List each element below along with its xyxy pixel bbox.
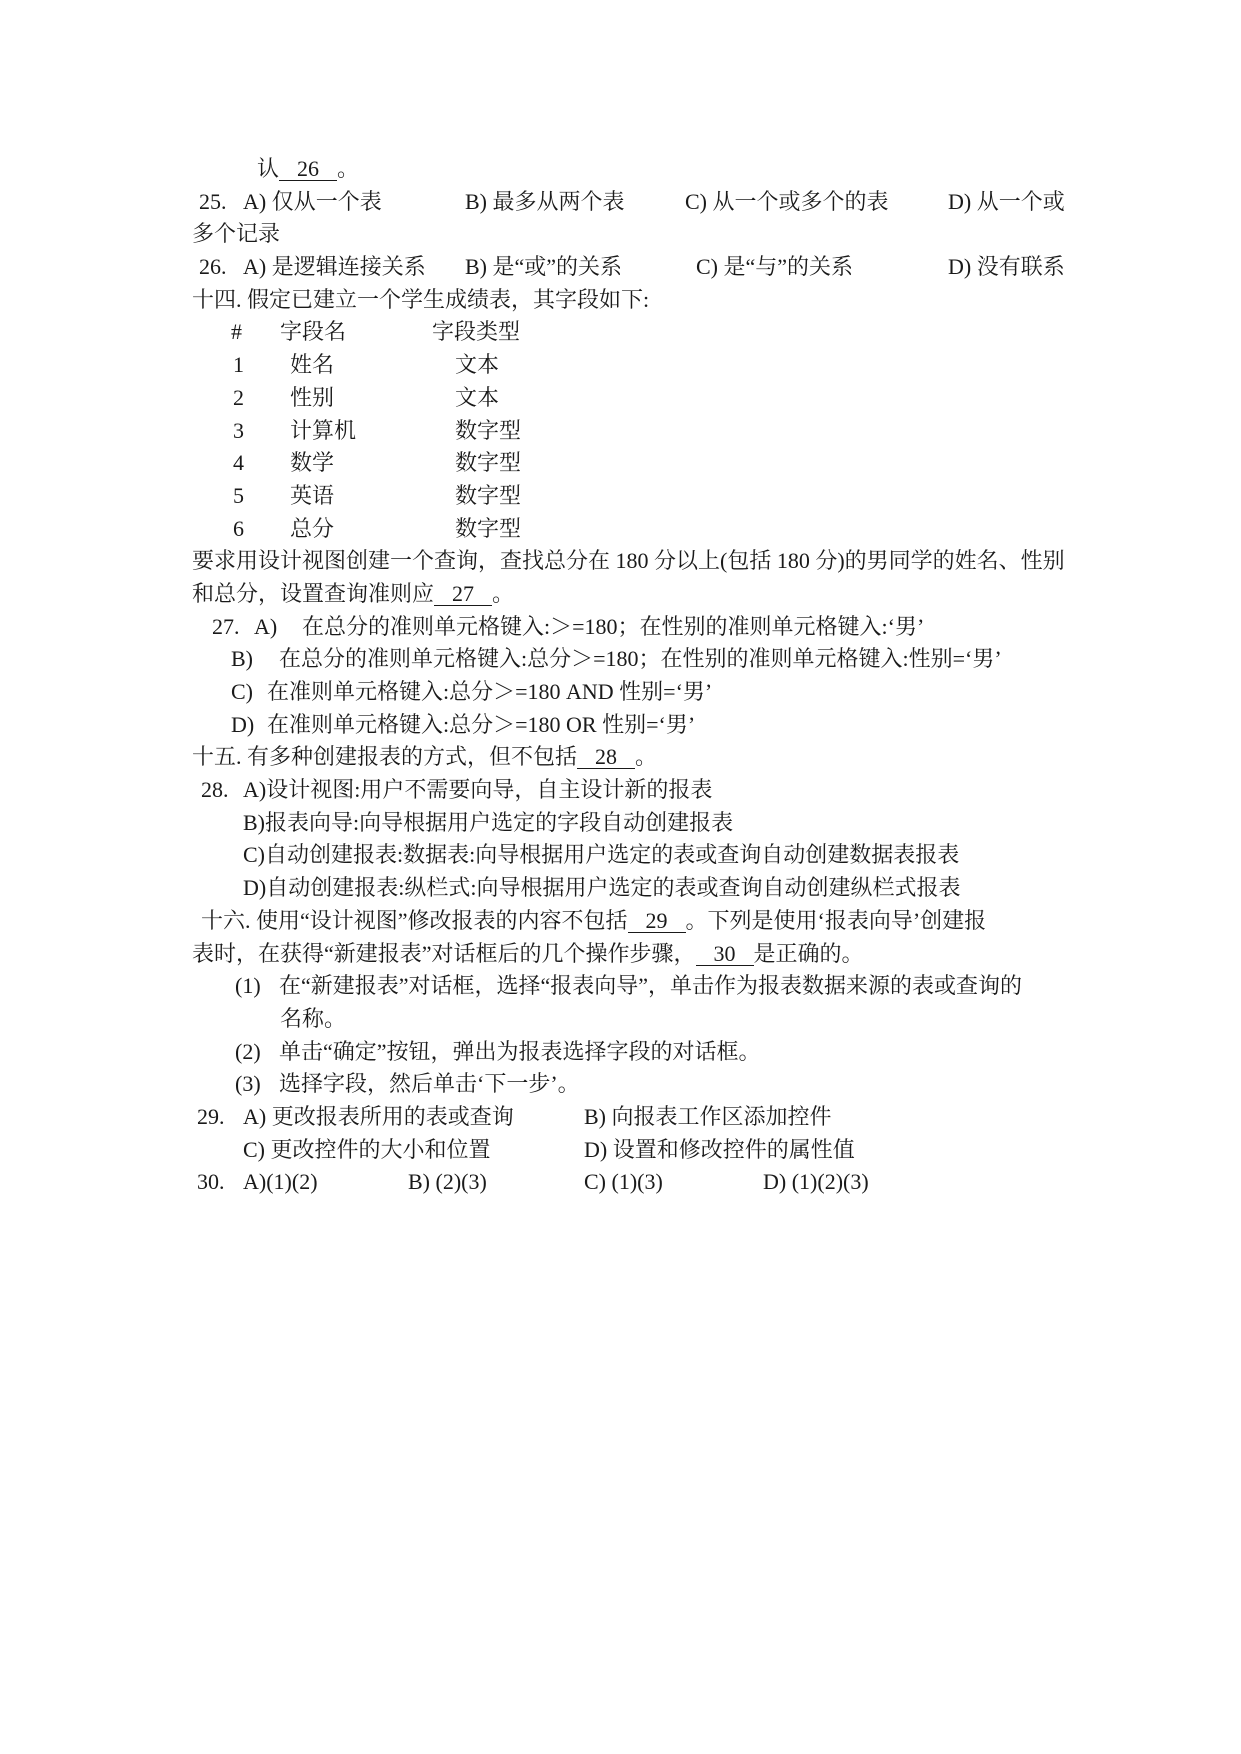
option-c: C) (1)(3)	[584, 1169, 663, 1195]
section-heading: 十六. 使用“设计视图”修改报表的内容不包括	[201, 907, 628, 933]
section-15-heading	[0, 741, 1241, 774]
option-label: A)	[254, 613, 278, 639]
option-a: A) 是逻辑连接关系	[243, 254, 426, 280]
answer-blank-28: 28	[577, 746, 635, 769]
question-28-option-a	[0, 774, 1241, 807]
question-number: 29.	[197, 1103, 225, 1129]
answer-blank-27: 27	[434, 583, 492, 606]
section-16-line-2	[0, 938, 1241, 971]
row-field-name: 英语	[290, 482, 335, 508]
question-number: 27.	[212, 613, 240, 639]
prompt-text: 要求用设计视图创建一个查询，查找总分在 180 分以上(包括 180 分)的男同学的姓名、性别	[192, 548, 1065, 574]
header-index: #	[231, 319, 242, 345]
row-field-type: 文本	[455, 352, 500, 378]
section-14-prompt-line-1	[0, 545, 1241, 578]
continuation-prefix: 认	[257, 156, 280, 181]
step-1-wrap	[0, 1003, 1241, 1036]
table-row	[0, 480, 1241, 513]
question-29-row-1	[0, 1101, 1241, 1134]
option-b: B) 是“或”的关系	[465, 254, 623, 280]
table-row	[0, 513, 1241, 546]
row-field-name: 数学	[290, 450, 335, 476]
prompt-sentence	[192, 578, 514, 611]
section-text: 表时，在获得“新建报表”对话框后的几个操作步骤，	[192, 940, 696, 966]
option-b: B) 向报表工作区添加控件	[584, 1103, 832, 1129]
option-b: B) (2)(3)	[408, 1169, 487, 1195]
question-28-option-c	[0, 839, 1241, 872]
row-field-name: 性别	[290, 384, 335, 410]
step-2	[0, 1036, 1241, 1069]
option-d: D) 设置和修改控件的属性值	[584, 1136, 855, 1162]
question-27-option-c	[0, 676, 1241, 709]
option-a: A) 更改报表所用的表或查询	[243, 1103, 514, 1129]
question-25-wrap	[0, 218, 1241, 251]
section-14-prompt-line-2	[0, 578, 1241, 611]
table-row	[0, 447, 1241, 480]
section-sentence	[201, 905, 986, 938]
section-text: 。下列是使用‘报表向导’创建报	[685, 907, 987, 933]
option-b: B) 最多从两个表	[465, 188, 625, 214]
answer-blank-29: 29	[628, 910, 686, 933]
step-text: 选择字段，然后单击‘下一步’。	[279, 1071, 580, 1097]
section-heading: 十五. 有多种创建报表的方式，但不包括	[192, 744, 578, 770]
header-field-name: 字段名	[280, 319, 347, 345]
option-text: 在总分的准则单元格键入:总分＞=180；在性别的准则单元格键入:性别=‘男’	[279, 646, 1002, 672]
header-field-type: 字段类型	[432, 319, 521, 345]
prompt-text: 和总分，设置查询准则应	[192, 580, 435, 606]
prompt-suffix: 。	[492, 580, 515, 606]
row-field-type: 数字型	[455, 482, 522, 508]
row-field-type: 文本	[455, 384, 500, 410]
question-27-option-a	[0, 611, 1241, 644]
row-field-name: 姓名	[290, 352, 335, 378]
section-suffix: 。	[635, 744, 658, 770]
question-26	[0, 251, 1241, 284]
step-number: (1)	[235, 973, 261, 999]
option-a: A) 仅从一个表	[243, 188, 382, 214]
question-27-option-b	[0, 643, 1241, 676]
answer-blank-30: 30	[696, 943, 754, 966]
option-d: D) (1)(2)(3)	[763, 1169, 869, 1195]
option-b: B)报表向导:向导根据用户选定的字段自动创建报表	[243, 809, 734, 835]
option-d: D) 没有联系	[948, 254, 1065, 280]
option-d: D)自动创建报表:纵栏式:向导根据用户选定的表或查询自动创建纵栏式报表	[243, 875, 961, 901]
option-c: C) 是“与”的关系	[696, 254, 854, 280]
step-1	[0, 970, 1241, 1003]
row-index: 1	[233, 352, 244, 378]
option-label: D)	[231, 711, 255, 737]
section-sentence	[192, 741, 657, 774]
section-suffix: 是正确的。	[753, 940, 864, 966]
row-field-type: 数字型	[455, 515, 522, 541]
question-27-option-d	[0, 709, 1241, 742]
step-text: 单击“确定”按钮，弹出为报表选择字段的对话框。	[279, 1038, 761, 1064]
continuation-suffix: 。	[337, 156, 360, 181]
row-index: 4	[233, 450, 244, 476]
question-number: 30.	[197, 1169, 225, 1195]
table-row	[0, 415, 1241, 448]
section-heading: 十四. 假定已建立一个学生成绩表，其字段如下:	[192, 286, 650, 312]
row-index: 6	[233, 515, 244, 541]
step-3	[0, 1068, 1241, 1101]
option-d: D) 从一个或	[948, 188, 1065, 214]
question-29-row-2	[0, 1134, 1241, 1167]
step-number: (3)	[235, 1071, 261, 1097]
table-row	[0, 382, 1241, 415]
row-index: 2	[233, 384, 244, 410]
field-table-header	[0, 316, 1241, 349]
row-field-name: 总分	[290, 515, 335, 541]
option-text: 在总分的准则单元格键入:＞=180；在性别的准则单元格键入:‘男’	[302, 613, 925, 639]
section-sentence	[192, 938, 864, 971]
answer-blank-26: 26	[279, 158, 337, 181]
option-d-continuation: 多个记录	[192, 221, 281, 247]
section-14-heading	[0, 284, 1241, 317]
continuation-sentence	[257, 153, 359, 186]
row-field-type: 数字型	[455, 417, 522, 443]
option-c: C) 从一个或多个的表	[685, 188, 889, 214]
option-a: A)(1)(2)	[243, 1169, 318, 1195]
question-28-option-d	[0, 872, 1241, 905]
table-row	[0, 349, 1241, 382]
row-index: 5	[233, 482, 244, 508]
option-a: A)设计视图:用户不需要向导，自主设计新的报表	[243, 777, 713, 803]
option-c: C)自动创建报表:数据表:向导根据用户选定的表或查询自动创建数据表报表	[243, 842, 960, 868]
step-text-continuation: 名称。	[280, 1005, 347, 1031]
question-number: 28.	[201, 777, 229, 803]
question-28-option-b	[0, 807, 1241, 840]
section-16-line-1	[0, 905, 1241, 938]
row-field-type: 数字型	[455, 450, 522, 476]
step-number: (2)	[235, 1038, 261, 1064]
option-label: B)	[231, 646, 253, 672]
question-number: 26.	[199, 254, 227, 280]
question-25	[0, 186, 1241, 219]
row-field-name: 计算机	[290, 417, 357, 443]
question-30	[0, 1166, 1241, 1199]
step-text: 在“新建报表”对话框，选择“报表向导”，单击作为报表数据来源的表或查询的	[279, 973, 1023, 999]
continuation-line	[0, 153, 1241, 186]
row-index: 3	[233, 417, 244, 443]
option-c: C) 更改控件的大小和位置	[243, 1136, 491, 1162]
question-number: 25.	[199, 188, 227, 214]
option-text: 在准则单元格键入:总分＞=180 OR 性别=‘男’	[267, 711, 696, 737]
document-body	[0, 153, 1241, 1199]
option-text: 在准则单元格键入:总分＞=180 AND 性别=‘男’	[267, 679, 713, 704]
option-label: C)	[231, 679, 253, 704]
